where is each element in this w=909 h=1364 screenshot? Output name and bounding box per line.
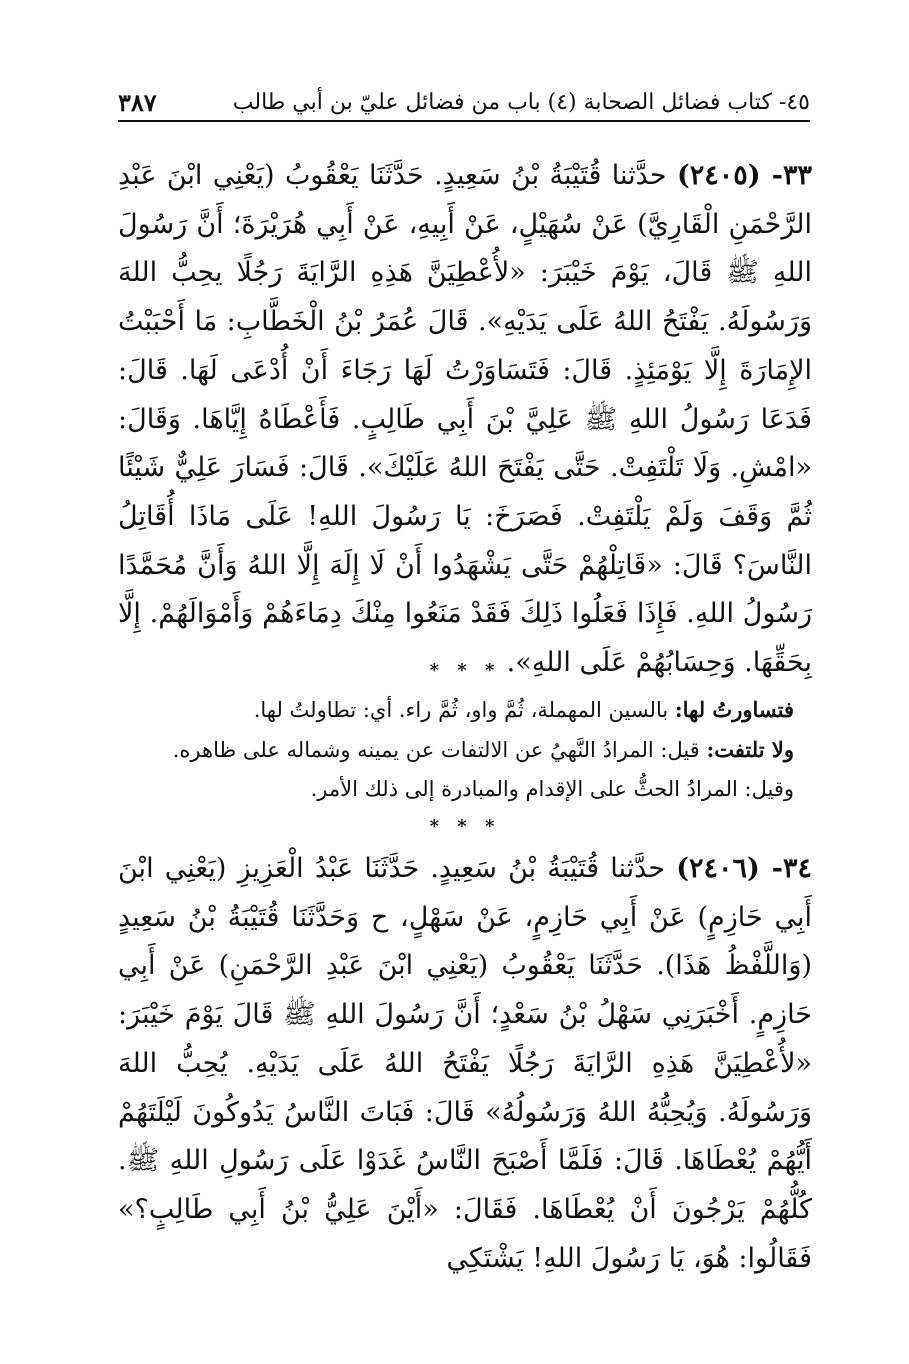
running-header bbox=[118, 88, 810, 122]
section-separator: * * * bbox=[429, 816, 501, 837]
note-term: فتساورتُ لها: bbox=[674, 697, 794, 722]
note-explanation: قيل: المرادُ النَّهيُ عن الالتفات عن يمينه وشماله على ظاهره. bbox=[172, 738, 700, 762]
hadith-text: حدَّثنا قُتَيْبَةُ بْنُ سَعِيدٍ. حَدَّثَنَا عَبْدُ الْعَزِيزِ (يَعْنِي ابْنَ أَبِي حَازِمٍ) عَنْ أَبِي حَازِمٍ، عَنْ سَهْلٍ، ح وَحَدَّثَنَا قُتَيْبَةُ بْنُ سَعِيدٍ (وَاللَّفْظُ هَذَا). حَدَّثَنَا يَعْقُوبُ (يَعْنِي ابْنَ عَبْدِ الرَّحْمَنِ) عَنْ أَبِي حَازِمٍ. أَخْبَرَنِي سَهْلُ بْنُ سَعْدٍ؛ أَنَّ رَسُولَ اللهِ ﷺ قَالَ يَوْمَ خَيْبَرَ: «لأُعْطِيَنَّ هَذِهِ الرَّايَةَ رَجُلًا يَفْتَحُ اللهُ عَلَى يَدَيْهِ. يُحِبُّ اللهَ وَرَسُولَهُ. وَيُحِبُّهُ اللهُ وَرَسُولُهُ» قَالَ: فَبَاتَ النَّاسُ يَدُوكُونَ لَيْلَتَهُمْ أَيُّهُمْ يُعْطَاهَا. قَالَ: فَلَمَّا أَصْبَحَ النَّاسُ غَدَوْا عَلَى رَسُولِ اللهِ ﷺ. كُلُّهُمْ يَرْجُونَ أَنْ يُعْطَاهَا. فَقَالَ: «أَيْنَ عَلِيُّ بْنُ أَبِي طَالِبٍ؟» فَقَالُوا: هُوَ، يَا رَسُولَ اللهِ! يَشْتَكِي bbox=[118, 853, 812, 1274]
hadith-number: ٣٤- (٢٤٠٦) bbox=[676, 853, 812, 884]
section-separator: * * * bbox=[429, 660, 501, 681]
hadith-text: حدَّثنا قُتَيْبَةُ بْنُ سَعِيدٍ. حَدَّثَنَا يَعْقُوبُ (يَعْنِي ابْنَ عَبْدِ الرَّحْمَنِ الْقَارِيَّ) عَنْ سُهَيْلٍ، عَنْ أَبِيهِ، عَنْ أَبِي هُرَيْرَةَ؛ أَنَّ رَسُولَ اللهِ ﷺ قَالَ، يَوْمَ خَيْبَرَ: «لأُعْطِيَنَّ هَذِهِ الرَّايَةَ رَجُلًا يحِبُّ اللهَ وَرَسُولَهُ. يَفْتَحُ اللهُ عَلَى يَدَيْهِ». قَالَ عُمَرُ بْنُ الْخَطَّابِ: مَا أَحْبَبْتُ الإِمَارَةَ إِلَّا يَوْمَئِذٍ. قَالَ: فَتَسَاوَرْتُ لَهَا رَجَاءَ أَنْ أُدْعَى لَهَا. قَالَ: فَدَعَا رَسُولُ اللهِ ﷺ عَلِيَّ بْنَ أَبِي طَالِبٍ. فَأَعْطَاهُ إِيَّاهَا. وَقَالَ: «امْشِ. وَلَا تَلْتَفِتْ. حَتَّى يَفْتَحَ اللهُ عَلَيْكَ». قَالَ: فَسَارَ عَلِيٌّ شَيْئًا ثُمَّ وَقَفَ وَلَمْ يَلْتَفِتْ. فَصَرَخَ: يَا رَسُولَ اللهِ! عَلَى مَاذَا أُقَاتِلُ النَّاسَ؟ قَالَ: «قَاتِلْهُمْ حَتَّى يَشْهَدُوا أَنْ لَا إِلَهَ إِلَّا اللهُ وَأَنَّ مُحَمَّدًا رَسُولُ اللهِ. فَإِذَا فَعَلُوا ذَلِكَ فَقَدْ مَنَعُوا مِنْكَ دِمَاءَهُمْ وَأَمْوَالَهُمْ. إِلَّا بِحَقِّهَا. وَحِسَابُهُمْ عَلَى اللهِ». bbox=[118, 160, 812, 679]
note-explanation: بالسين المهملة، ثُمَّ واو، ثُمَّ راء. أي: تطاولتُ لها. bbox=[253, 698, 669, 722]
hadith-34 bbox=[118, 845, 812, 1283]
note-item bbox=[118, 770, 812, 809]
hadith-33 bbox=[118, 152, 812, 688]
hadith-number: ٣٣- (٢٤٠٥) bbox=[676, 160, 812, 191]
note-item bbox=[118, 730, 812, 770]
page-number: ٣٨٧ bbox=[118, 88, 157, 117]
note-item bbox=[118, 690, 812, 730]
note-term: ولا تلتفت: bbox=[706, 737, 794, 762]
note-explanation: وقيل: المرادُ الحثُّ على الإقدام والمبادرة إلى ذلك الأمر. bbox=[310, 777, 794, 801]
chapter-title: ٤٥- كتاب فضائل الصحابة (٤) باب من فضائل عليّ بن أبي طالب bbox=[232, 90, 810, 115]
explanatory-notes bbox=[118, 690, 812, 809]
